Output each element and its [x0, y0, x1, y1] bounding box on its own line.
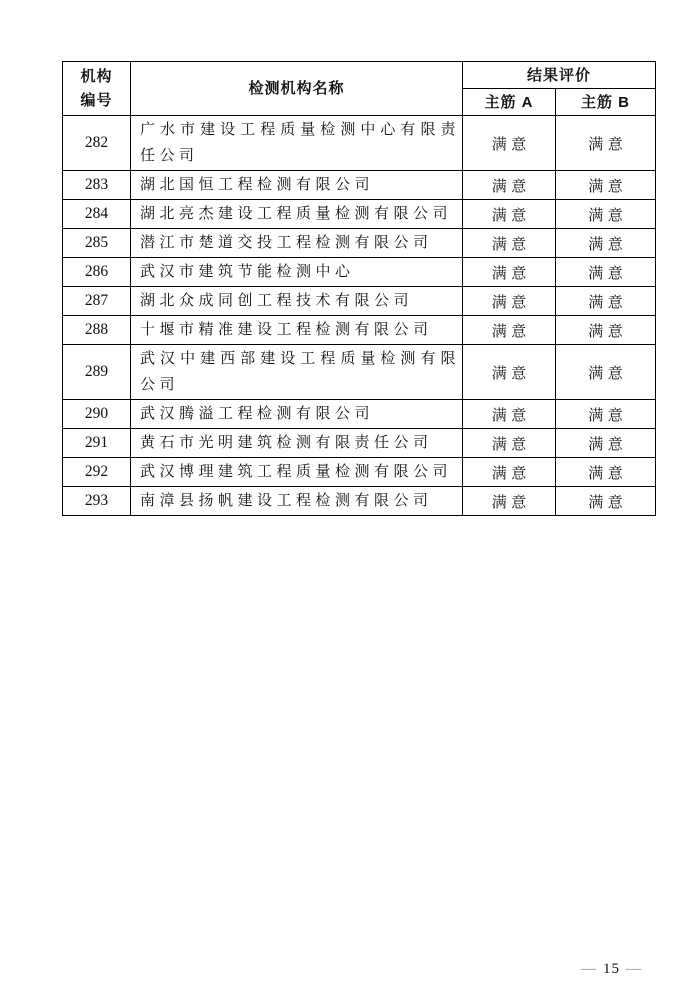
org-id-cell: 284 — [63, 200, 131, 229]
table-row — [63, 316, 656, 345]
table-row — [63, 487, 656, 516]
org-id-cell: 291 — [63, 429, 131, 458]
header-org-name: 检测机构名称 — [131, 62, 463, 116]
table-row — [63, 171, 656, 200]
org-name-cell: 湖北国恒工程检测有限公司 — [131, 171, 463, 200]
header-org-id-line1: 机构 — [80, 67, 113, 85]
header-org-id-line2: 编号 — [80, 91, 113, 109]
org-name-cell: 武汉腾溢工程检测有限公司 — [131, 400, 463, 429]
rating-a-cell: 满意 — [463, 345, 556, 400]
header-main-rebar-b: 主筋 B — [556, 89, 656, 116]
rating-a-cell: 满意 — [463, 258, 556, 287]
org-name-cell: 南漳县扬帆建设工程检测有限公司 — [131, 487, 463, 516]
org-id-cell: 289 — [63, 345, 131, 400]
org-id-cell: 290 — [63, 400, 131, 429]
rating-a-cell: 满意 — [463, 487, 556, 516]
rating-a-cell: 满意 — [463, 458, 556, 487]
org-name-cell: 黄石市光明建筑检测有限责任公司 — [131, 429, 463, 458]
rating-a-cell: 满意 — [463, 429, 556, 458]
rating-b-cell: 满意 — [556, 200, 656, 229]
rating-b-cell: 满意 — [556, 229, 656, 258]
page-number: 15 — [603, 961, 620, 977]
header-result-group: 结果评价 — [463, 62, 656, 89]
org-name-cell: 武汉中建西部建设工程质量检测有限公司 — [131, 345, 463, 400]
table-row — [63, 229, 656, 258]
rating-b-cell: 满意 — [556, 258, 656, 287]
org-id-cell: 283 — [63, 171, 131, 200]
org-name-cell: 广水市建设工程质量检测中心有限责任公司 — [131, 116, 463, 171]
org-name-cell: 湖北众成同创工程技术有限公司 — [131, 287, 463, 316]
org-id-cell: 287 — [63, 287, 131, 316]
rating-b-cell: 满意 — [556, 171, 656, 200]
rating-a-cell: 满意 — [463, 200, 556, 229]
rating-b-cell: 满意 — [556, 287, 656, 316]
rating-b-cell: 满意 — [556, 345, 656, 400]
org-id-cell: 286 — [63, 258, 131, 287]
rating-a-cell: 满意 — [463, 229, 556, 258]
org-name-cell: 武汉市建筑节能检测中心 — [131, 258, 463, 287]
rating-b-cell: 满意 — [556, 487, 656, 516]
org-id-cell: 292 — [63, 458, 131, 487]
rating-b-cell: 满意 — [556, 116, 656, 171]
org-id-cell: 282 — [63, 116, 131, 171]
header-row-1 — [63, 62, 656, 89]
rating-a-cell: 满意 — [463, 287, 556, 316]
table-row — [63, 400, 656, 429]
header-org-id — [63, 62, 131, 116]
org-name-cell: 湖北亮杰建设工程质量检测有限公司 — [131, 200, 463, 229]
footer-right-dash: — — [626, 961, 642, 977]
header-main-rebar-a: 主筋 A — [463, 89, 556, 116]
rating-a-cell: 满意 — [463, 316, 556, 345]
rating-a-cell: 满意 — [463, 400, 556, 429]
org-name-cell: 潜江市楚道交投工程检测有限公司 — [131, 229, 463, 258]
rating-b-cell: 满意 — [556, 400, 656, 429]
org-name-cell: 十堰市精准建设工程检测有限公司 — [131, 316, 463, 345]
evaluation-results-table — [62, 61, 656, 516]
footer-left-dash: — — [581, 961, 597, 977]
org-id-cell: 288 — [63, 316, 131, 345]
rating-b-cell: 满意 — [556, 458, 656, 487]
table-row — [63, 429, 656, 458]
org-id-cell: 293 — [63, 487, 131, 516]
rating-b-cell: 满意 — [556, 429, 656, 458]
org-name-cell: 武汉博理建筑工程质量检测有限公司 — [131, 458, 463, 487]
table-row — [63, 116, 656, 171]
table-row — [63, 458, 656, 487]
rating-a-cell: 满意 — [463, 116, 556, 171]
page-footer — [575, 961, 648, 978]
table-row — [63, 200, 656, 229]
rating-a-cell: 满意 — [463, 171, 556, 200]
table-row — [63, 258, 656, 287]
table-row — [63, 287, 656, 316]
org-id-cell: 285 — [63, 229, 131, 258]
rating-b-cell: 满意 — [556, 316, 656, 345]
table-row — [63, 345, 656, 400]
